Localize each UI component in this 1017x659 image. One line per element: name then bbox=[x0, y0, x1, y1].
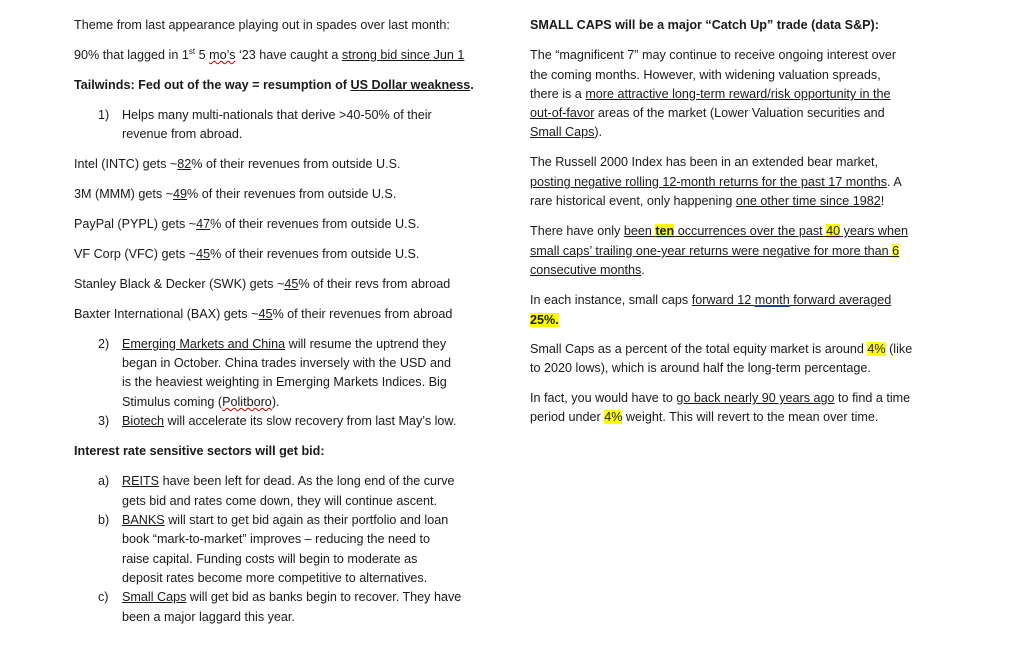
paragraph-text: Small Caps as a percent of the total equity market is around bbox=[530, 342, 868, 356]
tailwinds-text: Tailwinds: Fed out of the way = resumption of bbox=[74, 78, 351, 92]
list-text: Helps many multi-nationals that derive >40-50% of their bbox=[122, 108, 432, 122]
company-text: Baxter International (BAX) gets ~ bbox=[74, 307, 259, 321]
heading-text: SMALL CAPS will be a major “Catch Up” trade (data S&P): bbox=[530, 18, 879, 32]
highlight-6: 6 bbox=[892, 244, 900, 258]
percent-value: 45 bbox=[284, 277, 299, 291]
company-text-2: % of their revs from abroad bbox=[298, 277, 451, 291]
small-caps-phrase: Small Caps bbox=[530, 125, 595, 139]
out-of-favor-phrase: out-of-favor bbox=[530, 106, 595, 120]
spell-error-word: Politboro bbox=[222, 395, 272, 409]
percent-value: 47 bbox=[196, 217, 211, 231]
paragraph-1-line bbox=[530, 85, 890, 104]
list-text: raise capital. Funding costs will begin to moderate as bbox=[122, 552, 418, 566]
paragraph-text: The “magnificent 7” may continue to receive ongoing interest over bbox=[530, 48, 897, 62]
percent-value: 82 bbox=[177, 157, 192, 171]
list-text: ). bbox=[271, 395, 280, 409]
paragraph-3-line bbox=[530, 242, 899, 261]
paragraph-text: There have only bbox=[530, 224, 624, 238]
paragraph-text: The Russell 2000 Index has been in an extended bear market, bbox=[530, 155, 878, 169]
negative-returns-phrase: posting negative rolling 12-month returns for the past 17 months bbox=[530, 175, 888, 189]
paragraph-text: In fact, you would have to bbox=[530, 391, 677, 405]
paragraph-text: to 2020 lows), which is around half the long-term percentage. bbox=[530, 361, 871, 375]
paragraph-1-line bbox=[530, 66, 881, 85]
paragraph-4-line bbox=[530, 291, 891, 310]
highlight-4-percent: 4% bbox=[604, 410, 623, 424]
strong-bid-phrase: strong bid since Jun 1 bbox=[341, 48, 465, 62]
list-text: gets bid and rates come down, they will continue ascent. bbox=[122, 494, 438, 508]
paragraph-text: period under bbox=[530, 410, 605, 424]
underlined-text: been bbox=[623, 224, 656, 238]
theme-line bbox=[74, 16, 450, 35]
company-text-2: % of their revenues from outside U.S. bbox=[210, 247, 420, 261]
list-number: 3) bbox=[98, 414, 110, 428]
banks-phrase: BANKS bbox=[122, 513, 165, 527]
small-caps-heading bbox=[530, 16, 879, 35]
list-text: will start to get bid again as their portfolio and loan bbox=[164, 513, 449, 527]
percent-value: 45 bbox=[258, 307, 273, 321]
list-text: is the heaviest weighting in Emerging Markets Indices. Big bbox=[122, 375, 447, 389]
list-letter: b) bbox=[98, 513, 110, 527]
list-text: will resume the uptrend they bbox=[285, 337, 447, 351]
list-text: began in October. China trades inversely with the USD and bbox=[122, 356, 452, 370]
paragraph-text: areas of the market (Lower Valuation securities and bbox=[594, 106, 885, 120]
paragraph-text: weight. This will revert to the mean over time. bbox=[622, 410, 879, 424]
percent-value: 49 bbox=[173, 187, 188, 201]
paragraph-2-line bbox=[530, 192, 884, 211]
lagged-line bbox=[74, 46, 464, 65]
company-text-2: % of their revenues from outside U.S. bbox=[191, 157, 401, 171]
underlined-text: small caps’ trailing one-year returns were negative for more than bbox=[530, 244, 893, 258]
list-text: revenue from abroad. bbox=[122, 127, 243, 141]
paragraph-text: . bbox=[641, 263, 645, 277]
blue-underlined-word: month bbox=[754, 293, 790, 307]
underlined-text: forward averaged bbox=[789, 293, 892, 307]
paragraph-text: ! bbox=[880, 194, 885, 208]
highlight-4-percent: 4% bbox=[867, 342, 886, 356]
small-caps-phrase: Small Caps bbox=[122, 590, 187, 604]
company-vf bbox=[74, 245, 419, 264]
company-intel bbox=[74, 155, 401, 174]
list-text: will accelerate its slow recovery from last May’s low. bbox=[164, 414, 457, 428]
paragraph-4-line bbox=[530, 311, 559, 330]
list-text: will get bid as banks begin to recover. They have bbox=[186, 590, 462, 604]
biotech-phrase: Biotech bbox=[122, 414, 165, 428]
list-text: have been left for dead. As the long end of the curve bbox=[159, 474, 455, 488]
paragraph-1-line bbox=[530, 123, 602, 142]
company-text: Intel (INTC) gets ~ bbox=[74, 157, 178, 171]
period: . bbox=[470, 78, 474, 92]
paragraph-text: to find a time bbox=[834, 391, 911, 405]
company-text-2: % of their revenues from outside U.S. bbox=[210, 217, 420, 231]
company-3m bbox=[74, 185, 396, 204]
highlight-25-percent: 25%. bbox=[530, 313, 559, 327]
tailwinds-heading bbox=[74, 76, 474, 95]
paragraph-text: (like bbox=[885, 342, 913, 356]
interest-rate-heading bbox=[74, 442, 325, 461]
paragraph-text: rare historical event, only happening bbox=[530, 194, 736, 208]
company-text: PayPal (PYPL) gets ~ bbox=[74, 217, 197, 231]
paragraph-2-line bbox=[530, 153, 878, 172]
theme-text: Theme from last appearance playing out in spades over last month: bbox=[74, 18, 450, 32]
company-text-2: % of their revenues from abroad bbox=[272, 307, 453, 321]
paragraph-5-line bbox=[530, 359, 871, 378]
lagged-text-2: 5 bbox=[195, 48, 210, 62]
list-text: deposit rates become more competitive to alternatives. bbox=[122, 571, 428, 585]
percent-value: 45 bbox=[196, 247, 211, 261]
paragraph-text: the coming months. However, with widening valuation spreads, bbox=[530, 68, 881, 82]
highlight-ten: ten bbox=[655, 224, 675, 238]
paragraph-1-line bbox=[530, 46, 896, 65]
list-text: book “mark-to-market” improves – reducing the need to bbox=[122, 532, 430, 546]
highlight-40: 40 bbox=[826, 224, 841, 238]
paragraph-text: there is a bbox=[530, 87, 586, 101]
company-text: 3M (MMM) gets ~ bbox=[74, 187, 174, 201]
paragraph-text: In each instance, small caps bbox=[530, 293, 692, 307]
usd-weakness-phrase: US Dollar weakness bbox=[350, 78, 471, 92]
paragraph-text: ). bbox=[594, 125, 603, 139]
emerging-markets-phrase: Emerging Markets and China bbox=[122, 337, 286, 351]
list-number: 2) bbox=[98, 337, 110, 351]
company-text: VF Corp (VFC) gets ~ bbox=[74, 247, 197, 261]
company-text-2: % of their revenues from outside U.S. bbox=[187, 187, 397, 201]
company-paypal bbox=[74, 215, 419, 234]
company-text: Stanley Black & Decker (SWK) gets ~ bbox=[74, 277, 285, 291]
reward-risk-phrase: more attractive long-term reward/risk opportunity in the bbox=[585, 87, 891, 101]
underlined-text: occurrences over the past bbox=[674, 224, 827, 238]
paragraph-5-line bbox=[530, 340, 912, 359]
paragraph-6-line bbox=[530, 389, 910, 408]
list-letter: a) bbox=[98, 474, 110, 488]
superscript: st bbox=[188, 46, 196, 56]
underlined-text: forward 12 bbox=[691, 293, 755, 307]
paragraph-text: . A bbox=[887, 175, 902, 189]
company-bax bbox=[74, 305, 452, 324]
list-letter: c) bbox=[98, 590, 109, 604]
paragraph-3-line bbox=[530, 261, 645, 280]
since-1982-phrase: one other time since 1982 bbox=[735, 194, 881, 208]
90-years-phrase: go back nearly 90 years ago bbox=[676, 391, 835, 405]
reits-phrase: REITS bbox=[122, 474, 160, 488]
lagged-text: 90% that lagged in 1 bbox=[74, 48, 189, 62]
heading-text: Interest rate sensitive sectors will get bid: bbox=[74, 444, 325, 458]
paragraph-3-line bbox=[530, 222, 908, 241]
list-text: been a major laggard this year. bbox=[122, 610, 295, 624]
company-swk bbox=[74, 275, 450, 294]
underlined-text: years when bbox=[840, 224, 909, 238]
paragraph-6-line bbox=[530, 408, 878, 427]
paragraph-2-line bbox=[530, 173, 902, 192]
spell-error-word: mo’s bbox=[209, 48, 236, 62]
list-text: Stimulus coming ( bbox=[122, 395, 223, 409]
underlined-text: consecutive months bbox=[530, 263, 642, 277]
paragraph-1-line bbox=[530, 104, 885, 123]
lagged-text-3: ‘23 have caught a bbox=[235, 48, 342, 62]
list-number: 1) bbox=[98, 108, 110, 122]
